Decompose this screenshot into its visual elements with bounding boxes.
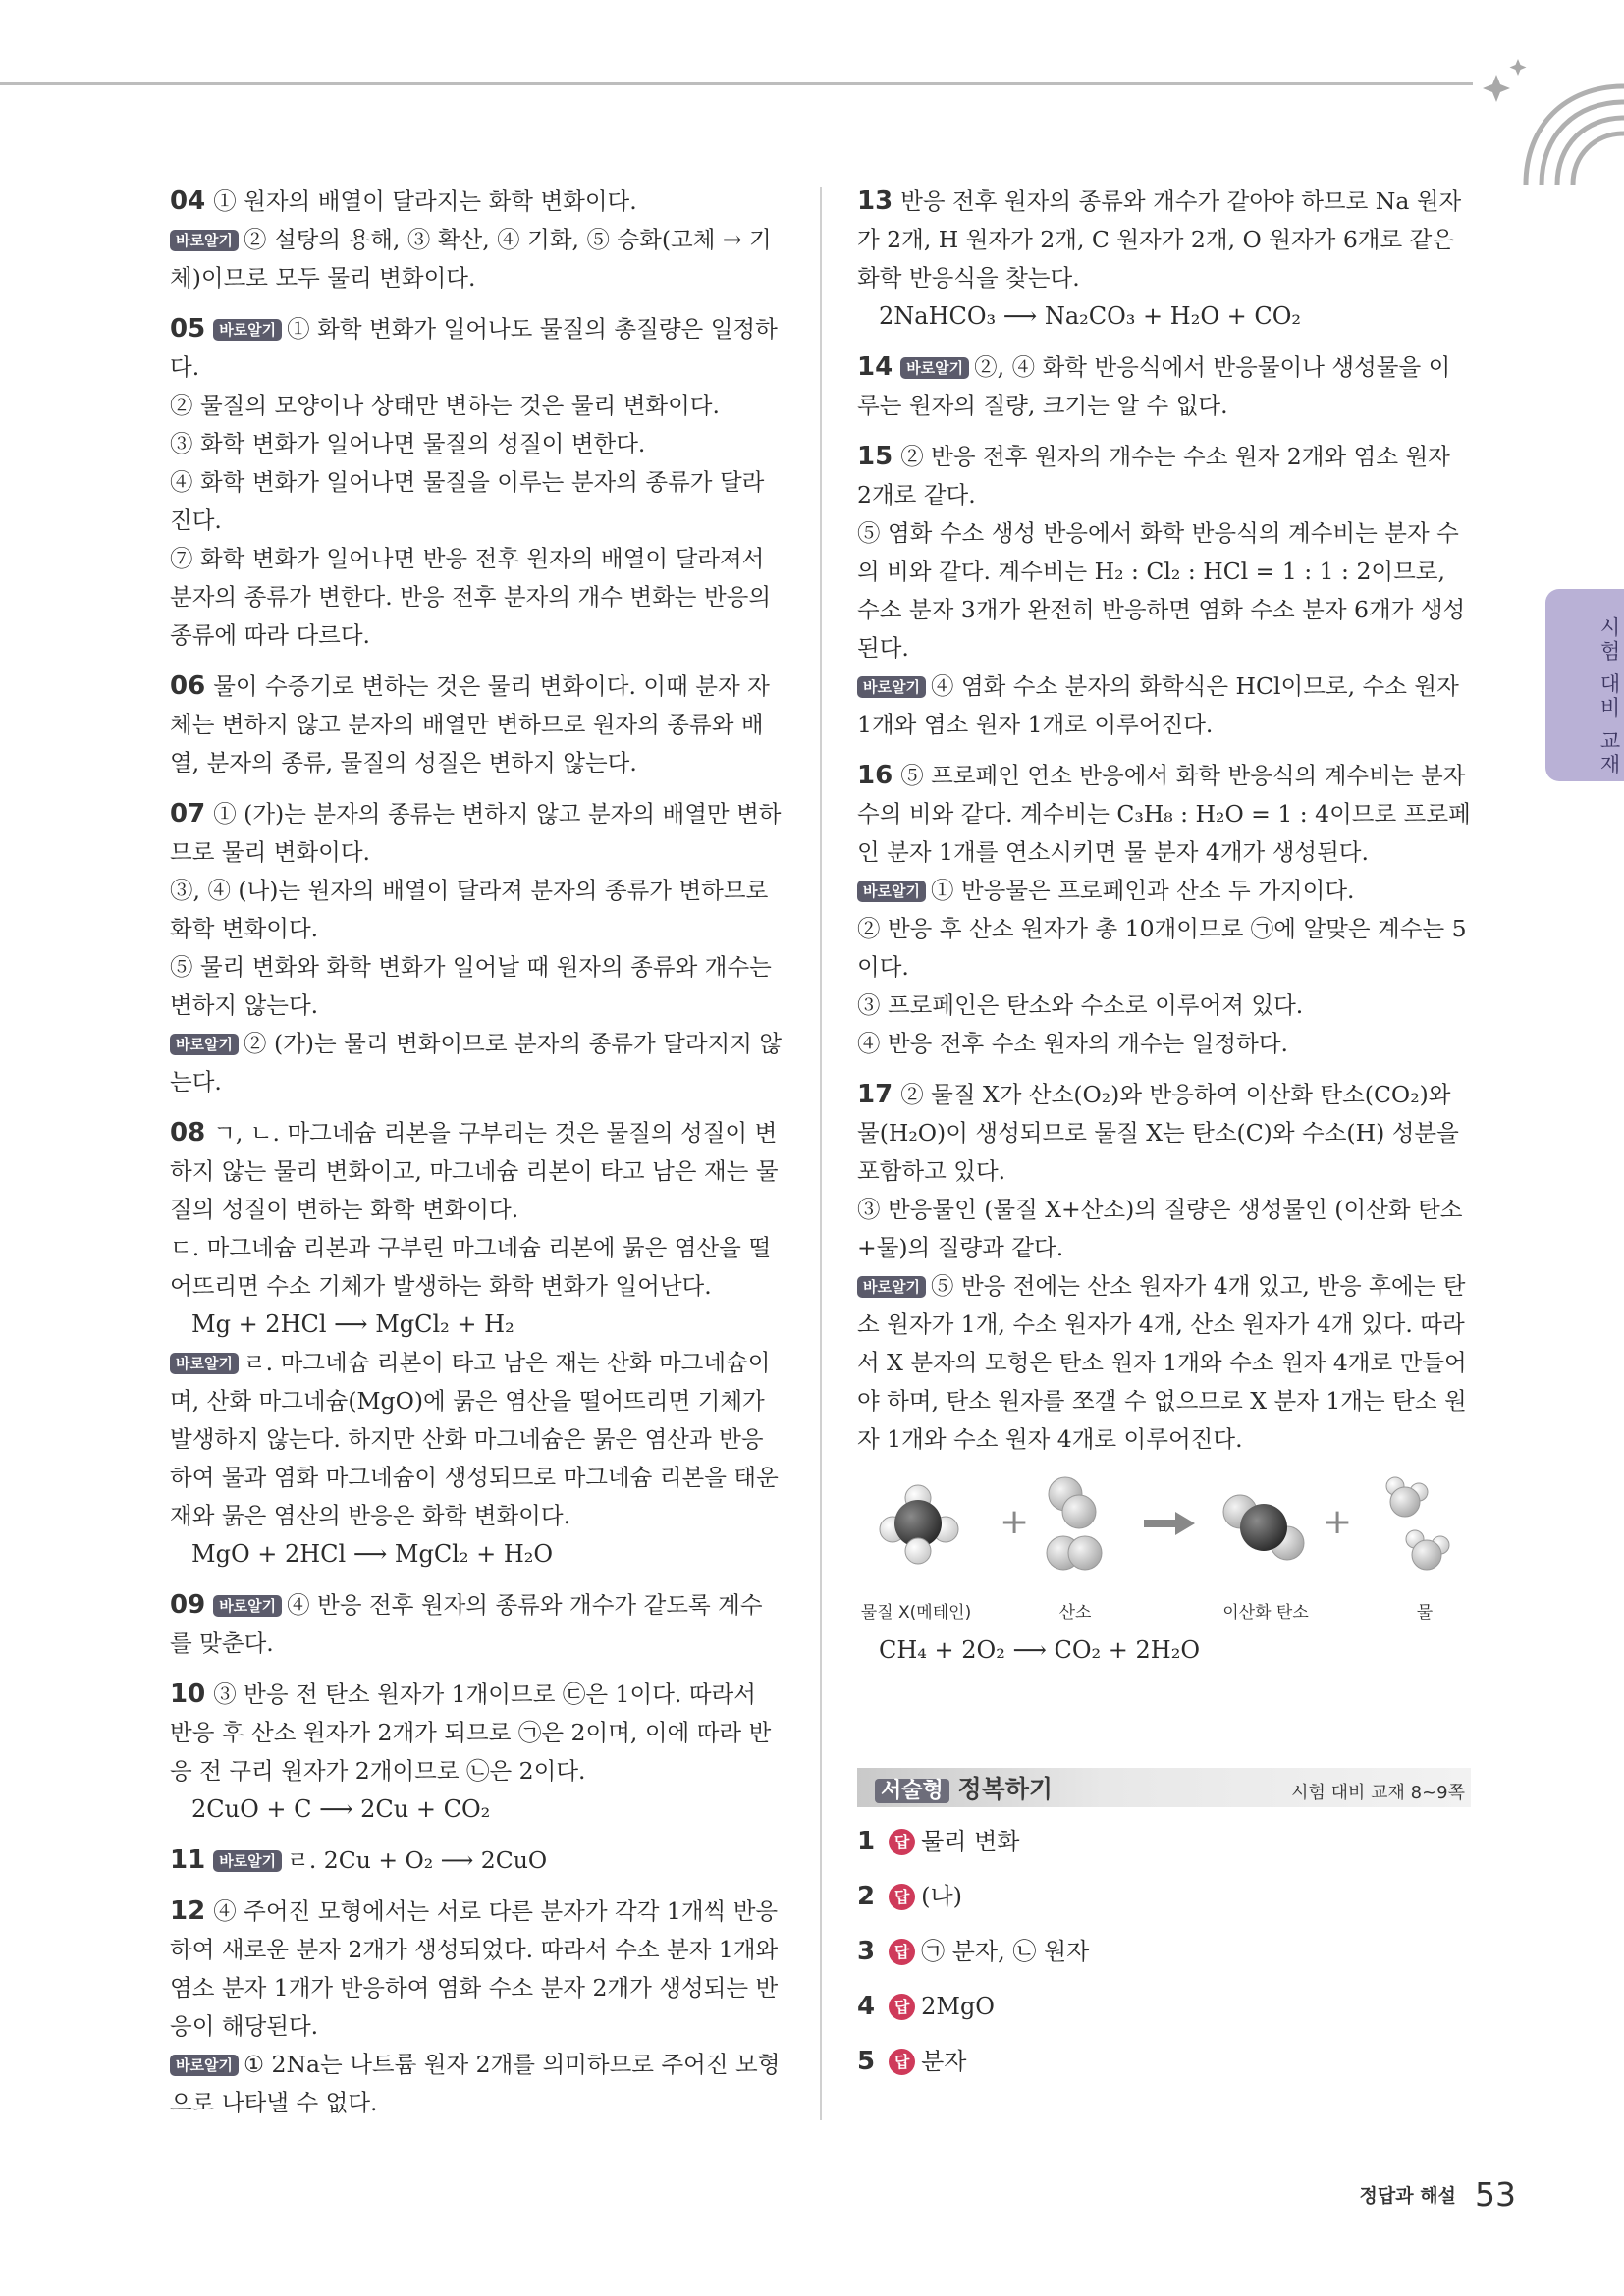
- answer-item-16: [857, 757, 1471, 1063]
- answer-badge-icon: 답: [889, 2049, 915, 2075]
- methane-combustion-equation: CH₄ + 2O₂ ⟶ CO₂ + 2H₂O: [879, 1636, 1201, 1664]
- item-number: 17: [857, 1080, 893, 1109]
- essay-answer-text: 분자: [921, 2048, 967, 2075]
- answer-item-13: [857, 183, 1471, 336]
- explanation-line: [170, 1586, 784, 1663]
- item-number: 09: [170, 1590, 206, 1620]
- correction-badge: 바로알기: [857, 1276, 926, 1298]
- explanation-line: [170, 425, 784, 463]
- answer-badge-icon: 답: [889, 1939, 915, 1965]
- explanation-line: [170, 1893, 784, 2046]
- essay-section-title: [875, 1770, 1053, 1810]
- explanation-line: [170, 463, 784, 540]
- answer-item-08: [170, 1114, 784, 1574]
- essay-answer-number: 1: [857, 1827, 876, 1856]
- right-items: [857, 183, 1471, 1459]
- explanation-line: [857, 183, 1471, 297]
- explanation-text: ② (가)는 물리 변화이므로 분자의 종류가 달라지지 않는다.: [170, 1030, 783, 1095]
- explanation-text: ⑤ 반응 전에는 산소 원자가 4개 있고, 반응 후에는 탄소 원자가 1개, 수소 원자가 4개, 산소 원자가 4개 있다. 따라서 X 분자의 모형은 탄소 원자 1개와 수소 원자 4개로 만들어야 하며, 탄소 원자를 쪼갤 수 없으므로 X 분자 1개는 탄소 원자 1개와 수소 원자 4개로 이루어진다.: [857, 1272, 1467, 1453]
- essay-answer-text: (나): [921, 1883, 963, 1910]
- essay-title-rest: 정복하기: [957, 1775, 1054, 1803]
- item-number: 05: [170, 314, 206, 344]
- answer-badge-icon: 답: [889, 1829, 915, 1855]
- explanation-text: ⑤ 물리 변화와 화학 변화가 일어날 때 원자의 종류와 개수는 변하지 않는다.: [170, 953, 772, 1019]
- explanation-text: ① 화학 변화가 일어나도 물질의 총질량은 일정하다.: [170, 315, 778, 381]
- explanation-text: ① 원자의 배열이 달라지는 화학 변화이다.: [213, 187, 637, 215]
- explanation-text: ① 2Na는 나트륨 원자 2개를 의미하므로 주어진 모형으로 나타낼 수 없다.: [170, 2051, 781, 2116]
- explanation-text: ④ 반응 전후 수소 원자의 개수는 일정하다.: [857, 1030, 1289, 1057]
- explanation-text: ④ 화학 변화가 일어나면 물질을 이루는 분자의 종류가 달라진다.: [170, 468, 765, 534]
- explanation-line: [857, 348, 1471, 425]
- reaction-arrow-icon: [1144, 1512, 1195, 1535]
- essay-answer-2: [857, 1878, 1471, 1916]
- right-column: [857, 183, 1471, 2098]
- correction-badge: 바로알기: [857, 676, 926, 698]
- explanation-text: ② 설탕의 용해, ③ 확산, ④ 기화, ⑤ 승화(고체 → 기체)이므로 모두 물리 변화이다.: [170, 226, 772, 292]
- explanation-line: [857, 438, 1471, 514]
- answer-item-10: [170, 1676, 784, 1829]
- label-carbon-dioxide: 이산화 탄소: [1222, 1603, 1309, 1623]
- essay-answer-number: 4: [857, 1992, 876, 2021]
- explanation-text: ③ 반응물인 (물질 X+산소)의 질량은 생성물인 (이산화 탄소+물)의 질량과 같다.: [857, 1196, 1463, 1261]
- left-column: [170, 183, 784, 2135]
- svg-text:+: +: [1000, 1502, 1030, 1542]
- correction-badge: 바로알기: [213, 1595, 282, 1617]
- page-footer: [1360, 2175, 1516, 2214]
- item-number: 06: [170, 671, 206, 701]
- explanation-text: ③ 반응 전 탄소 원자가 1개이므로 ㉢은 1이다. 따라서 반응 후 산소 원자가 2개가 되므로 ㉠은 2이며, 이에 따라 반응 전 구리 원자가 2개이므로 ㉡은 2이다.: [170, 1681, 772, 1785]
- item-number: 07: [170, 799, 206, 828]
- explanation-text: ③ 화학 변화가 일어나면 물질의 성질이 변한다.: [170, 430, 646, 457]
- answer-item-15: [857, 438, 1471, 744]
- correction-badge: 바로알기: [170, 1034, 239, 1055]
- explanation-text: ③, ④ (나)는 원자의 배열이 달라져 분자의 종류가 변하므로 화학 변화이다.: [170, 877, 769, 942]
- explanation-line: [170, 1535, 784, 1574]
- explanation-text: 반응 전후 원자의 종류와 개수가 같아야 하므로 Na 원자가 2개, H 원자가 2개, C 원자가 2개, O 원자가 6개로 같은 화학 반응식을 찾는다.: [857, 187, 1462, 292]
- answer-item-09: [170, 1586, 784, 1663]
- oxygen-molecules-icon: [1047, 1477, 1102, 1570]
- essay-answer-number: 3: [857, 1937, 876, 1966]
- rainbow-arc-decoration-icon: [1457, 47, 1624, 185]
- answer-badge-icon: 답: [889, 1884, 915, 1910]
- explanation-line: [857, 514, 1471, 667]
- carbon-dioxide-molecule-icon: [1223, 1495, 1304, 1560]
- explanation-text: ㄹ. 마그네슘 리본이 타고 남은 재는 산화 마그네슘이며, 산화 마그네슘(MgO)에 묽은 염산을 떨어뜨리면 기체가 발생하지 않는다. 하지만 산화 마그네슘은 묽은 염산과 반응하여 물과 염화 마그네슘이 생성되므로 마그네슘 리본을 태운 재와 묽은 염산의 반응은 화학 변화이다.: [170, 1349, 779, 1529]
- answer-item-17: [857, 1076, 1471, 1459]
- explanation-line: [170, 1842, 784, 1880]
- correction-badge: 바로알기: [857, 881, 926, 902]
- essay-answer-5: [857, 2043, 1471, 2081]
- explanation-text: ④ 주어진 모형에서는 서로 다른 분자가 각각 1개씩 반응하여 새로운 분자 2개가 생성되었다. 따라서 수소 분자 1개와 염소 분자 1개가 반응하여 염화 수소 분자 2개가 생성되는 반응이 해당된다.: [170, 1897, 779, 2040]
- explanation-text: MgO + 2HCl ⟶ MgCl₂ + H₂O: [191, 1540, 554, 1568]
- essay-answer-text: ㉠ 분자, ㉡ 원자: [921, 1938, 1090, 1965]
- explanation-text: ⑤ 염화 수소 생성 반응에서 화학 반응식의 계수비는 분자 수의 비와 같다. 계수비는 H₂ : Cl₂ : HCl = 1 : 1 : 2이므로, 수소 분자 3개가 완전히 반응하면 염화 수소 분자 6개가 생성된다.: [857, 519, 1466, 662]
- explanation-line: [857, 987, 1471, 1025]
- explanation-text: ② 물질 X가 산소(O₂)와 반응하여 이산화 탄소(CO₂)와 물(H₂O)이 생성되므로 물질 X는 탄소(C)와 수소(H) 성분을 포함하고 있다.: [857, 1081, 1459, 1185]
- essay-answer-number: 5: [857, 2047, 876, 2076]
- answer-item-07: [170, 795, 784, 1101]
- item-number: 11: [170, 1845, 206, 1875]
- essay-answer-number: 2: [857, 1882, 876, 1911]
- essay-answer-4: [857, 1988, 1471, 2026]
- correction-badge: 바로알기: [213, 319, 282, 341]
- side-tab-label: 시험 대비 교재: [1597, 616, 1621, 777]
- explanation-text: ② 반응 후 산소 원자가 총 10개이므로 ㉠에 알맞은 계수는 5이다.: [857, 915, 1467, 981]
- molecule-diagram: [857, 1472, 1466, 1590]
- answer-item-04: [170, 183, 784, 297]
- answer-item-06: [170, 667, 784, 782]
- correction-badge: 바로알기: [170, 1353, 239, 1374]
- essay-answer-3: [857, 1933, 1471, 1971]
- explanation-text: ②, ④ 화학 반응식에서 반응물이나 생성물을 이루는 원자의 질량, 크기는 알 수 없다.: [857, 353, 1451, 419]
- answer-badge-icon: 답: [889, 1994, 915, 2020]
- explanation-text: ㄱ, ㄴ. 마그네슘 리본을 구부리는 것은 물질의 성질이 변하지 않는 물리 변화이고, 마그네슘 리본이 타고 남은 재는 물질의 성질이 변하는 화학 변화이다.: [170, 1119, 779, 1223]
- explanation-line: [170, 795, 784, 872]
- explanation-text: ③ 프로페인은 탄소와 수소로 이루어져 있다.: [857, 991, 1304, 1019]
- explanation-line: [170, 948, 784, 1025]
- label-methane: 물질 X(메테인): [860, 1603, 972, 1623]
- essay-answer-list: [857, 1823, 1471, 2081]
- svg-text:+: +: [1323, 1502, 1353, 1542]
- item-number: 10: [170, 1680, 206, 1709]
- molecule-reaction-figure: [857, 1472, 1466, 1639]
- explanation-text: ⑦ 화학 변화가 일어나면 반응 전후 원자의 배열이 달라져서 분자의 종류가 변한다. 반응 전후 분자의 개수 변화는 반응의 종류에 따라 다르다.: [170, 545, 772, 649]
- essay-section-header: [857, 1768, 1471, 1809]
- item-number: 08: [170, 1118, 206, 1148]
- item-number: 13: [857, 187, 893, 216]
- explanation-text: Mg + 2HCl ⟶ MgCl₂ + H₂: [191, 1310, 514, 1338]
- answer-item-14: [857, 348, 1471, 425]
- correction-badge: 바로알기: [170, 230, 239, 251]
- explanation-line: [170, 310, 784, 387]
- essay-answer-text: 2MgO: [921, 1993, 995, 2020]
- explanation-line: [857, 1025, 1471, 1063]
- explanation-line: [857, 1076, 1471, 1191]
- item-number: 04: [170, 187, 206, 216]
- essay-answer-text: 물리 변화: [921, 1828, 1020, 1855]
- explanation-text: 2NaHCO₃ ⟶ Na₂CO₃ + H₂O + CO₂: [879, 302, 1302, 330]
- explanation-text: ④ 반응 전후 원자의 종류와 개수가 같도록 계수를 맞춘다.: [170, 1591, 763, 1657]
- page-number: 53: [1475, 2175, 1516, 2214]
- explanation-line: [170, 1676, 784, 1790]
- explanation-line: [857, 757, 1471, 872]
- essay-reference: 시험 대비 교재 8~9쪽: [1291, 1783, 1465, 1803]
- explanation-line: [170, 387, 784, 425]
- footer-label: 정답과 해설: [1359, 2185, 1456, 2207]
- explanation-line: [170, 540, 784, 655]
- label-water: 물: [1416, 1603, 1434, 1623]
- methane-molecule-icon: [880, 1485, 958, 1564]
- essay-answer-1: [857, 1823, 1471, 1861]
- explanation-text: ④ 염화 수소 분자의 화학식은 HCl이므로, 수소 원자 1개와 염소 원자 1개로 이루어진다.: [857, 672, 1459, 738]
- explanation-line: [857, 872, 1471, 910]
- answer-item-12: [170, 1893, 784, 2122]
- explanation-line: [170, 1114, 784, 1229]
- explanation-text: ② 물질의 모양이나 상태만 변하는 것은 물리 변화이다.: [170, 392, 720, 419]
- label-oxygen: 산소: [1058, 1603, 1092, 1623]
- answer-item-11: [170, 1842, 784, 1880]
- item-number: 16: [857, 761, 893, 790]
- answer-item-05: [170, 310, 784, 655]
- explanation-text: 물이 수증기로 변하는 것은 물리 변화이다. 이때 분자 자체는 변하지 않고 분자의 배열만 변하므로 원자의 종류와 배열, 분자의 종류, 물질의 성질은 변하지 않는다.: [170, 672, 770, 776]
- explanation-text: 2CuO + C ⟶ 2Cu + CO₂: [191, 1795, 491, 1823]
- explanation-text: ① 반응물은 프로페인과 산소 두 가지이다.: [930, 877, 1355, 904]
- explanation-text: ㄹ. 2Cu + O₂ ⟶ 2CuO: [287, 1846, 548, 1874]
- explanation-line: [857, 297, 1471, 336]
- side-tab-exam-prep[interactable]: [1545, 589, 1624, 781]
- header-rule: [0, 82, 1473, 85]
- explanation-line: [170, 1344, 784, 1535]
- explanation-line: [857, 667, 1471, 744]
- essay-title-prefix: 서술형: [875, 1779, 949, 1803]
- explanation-line: [170, 1229, 784, 1306]
- explanation-text: ① (가)는 분자의 종류는 변하지 않고 분자의 배열만 변하므로 물리 변화이다.: [170, 800, 782, 866]
- explanation-line: [170, 872, 784, 948]
- explanation-line: [170, 1025, 784, 1101]
- explanation-line: [170, 667, 784, 782]
- explanation-text: ㄷ. 마그네슘 리본과 구부린 마그네슘 리본에 묽은 염산을 떨어뜨리면 수소 기체가 발생하는 화학 변화가 일어난다.: [170, 1234, 772, 1300]
- explanation-line: [170, 183, 784, 221]
- explanation-line: [170, 221, 784, 297]
- item-number: 12: [170, 1896, 206, 1926]
- correction-badge: 바로알기: [213, 1850, 282, 1872]
- explanation-line: [170, 1790, 784, 1829]
- item-number: 15: [857, 442, 893, 471]
- water-molecules-icon: [1386, 1477, 1449, 1570]
- correction-badge: 바로알기: [170, 2055, 239, 2076]
- column-divider: [820, 187, 822, 2120]
- explanation-line: [857, 910, 1471, 987]
- explanation-line: [857, 1191, 1471, 1267]
- explanation-text: ⑤ 프로페인 연소 반응에서 화학 반응식의 계수비는 분자 수의 비와 같다. 계수비는 C₃H₈ : H₂O = 1 : 4이므로 프로페인 분자 1개를 연소시키면 물 분자 4개가 생성된다.: [857, 762, 1471, 866]
- correction-badge: 바로알기: [900, 357, 969, 379]
- explanation-line: [170, 1306, 784, 1344]
- explanation-line: [170, 2046, 784, 2122]
- item-number: 14: [857, 352, 893, 382]
- explanation-line: [857, 1267, 1471, 1459]
- explanation-text: ② 반응 전후 원자의 개수는 수소 원자 2개와 염소 원자 2개로 같다.: [857, 443, 1450, 508]
